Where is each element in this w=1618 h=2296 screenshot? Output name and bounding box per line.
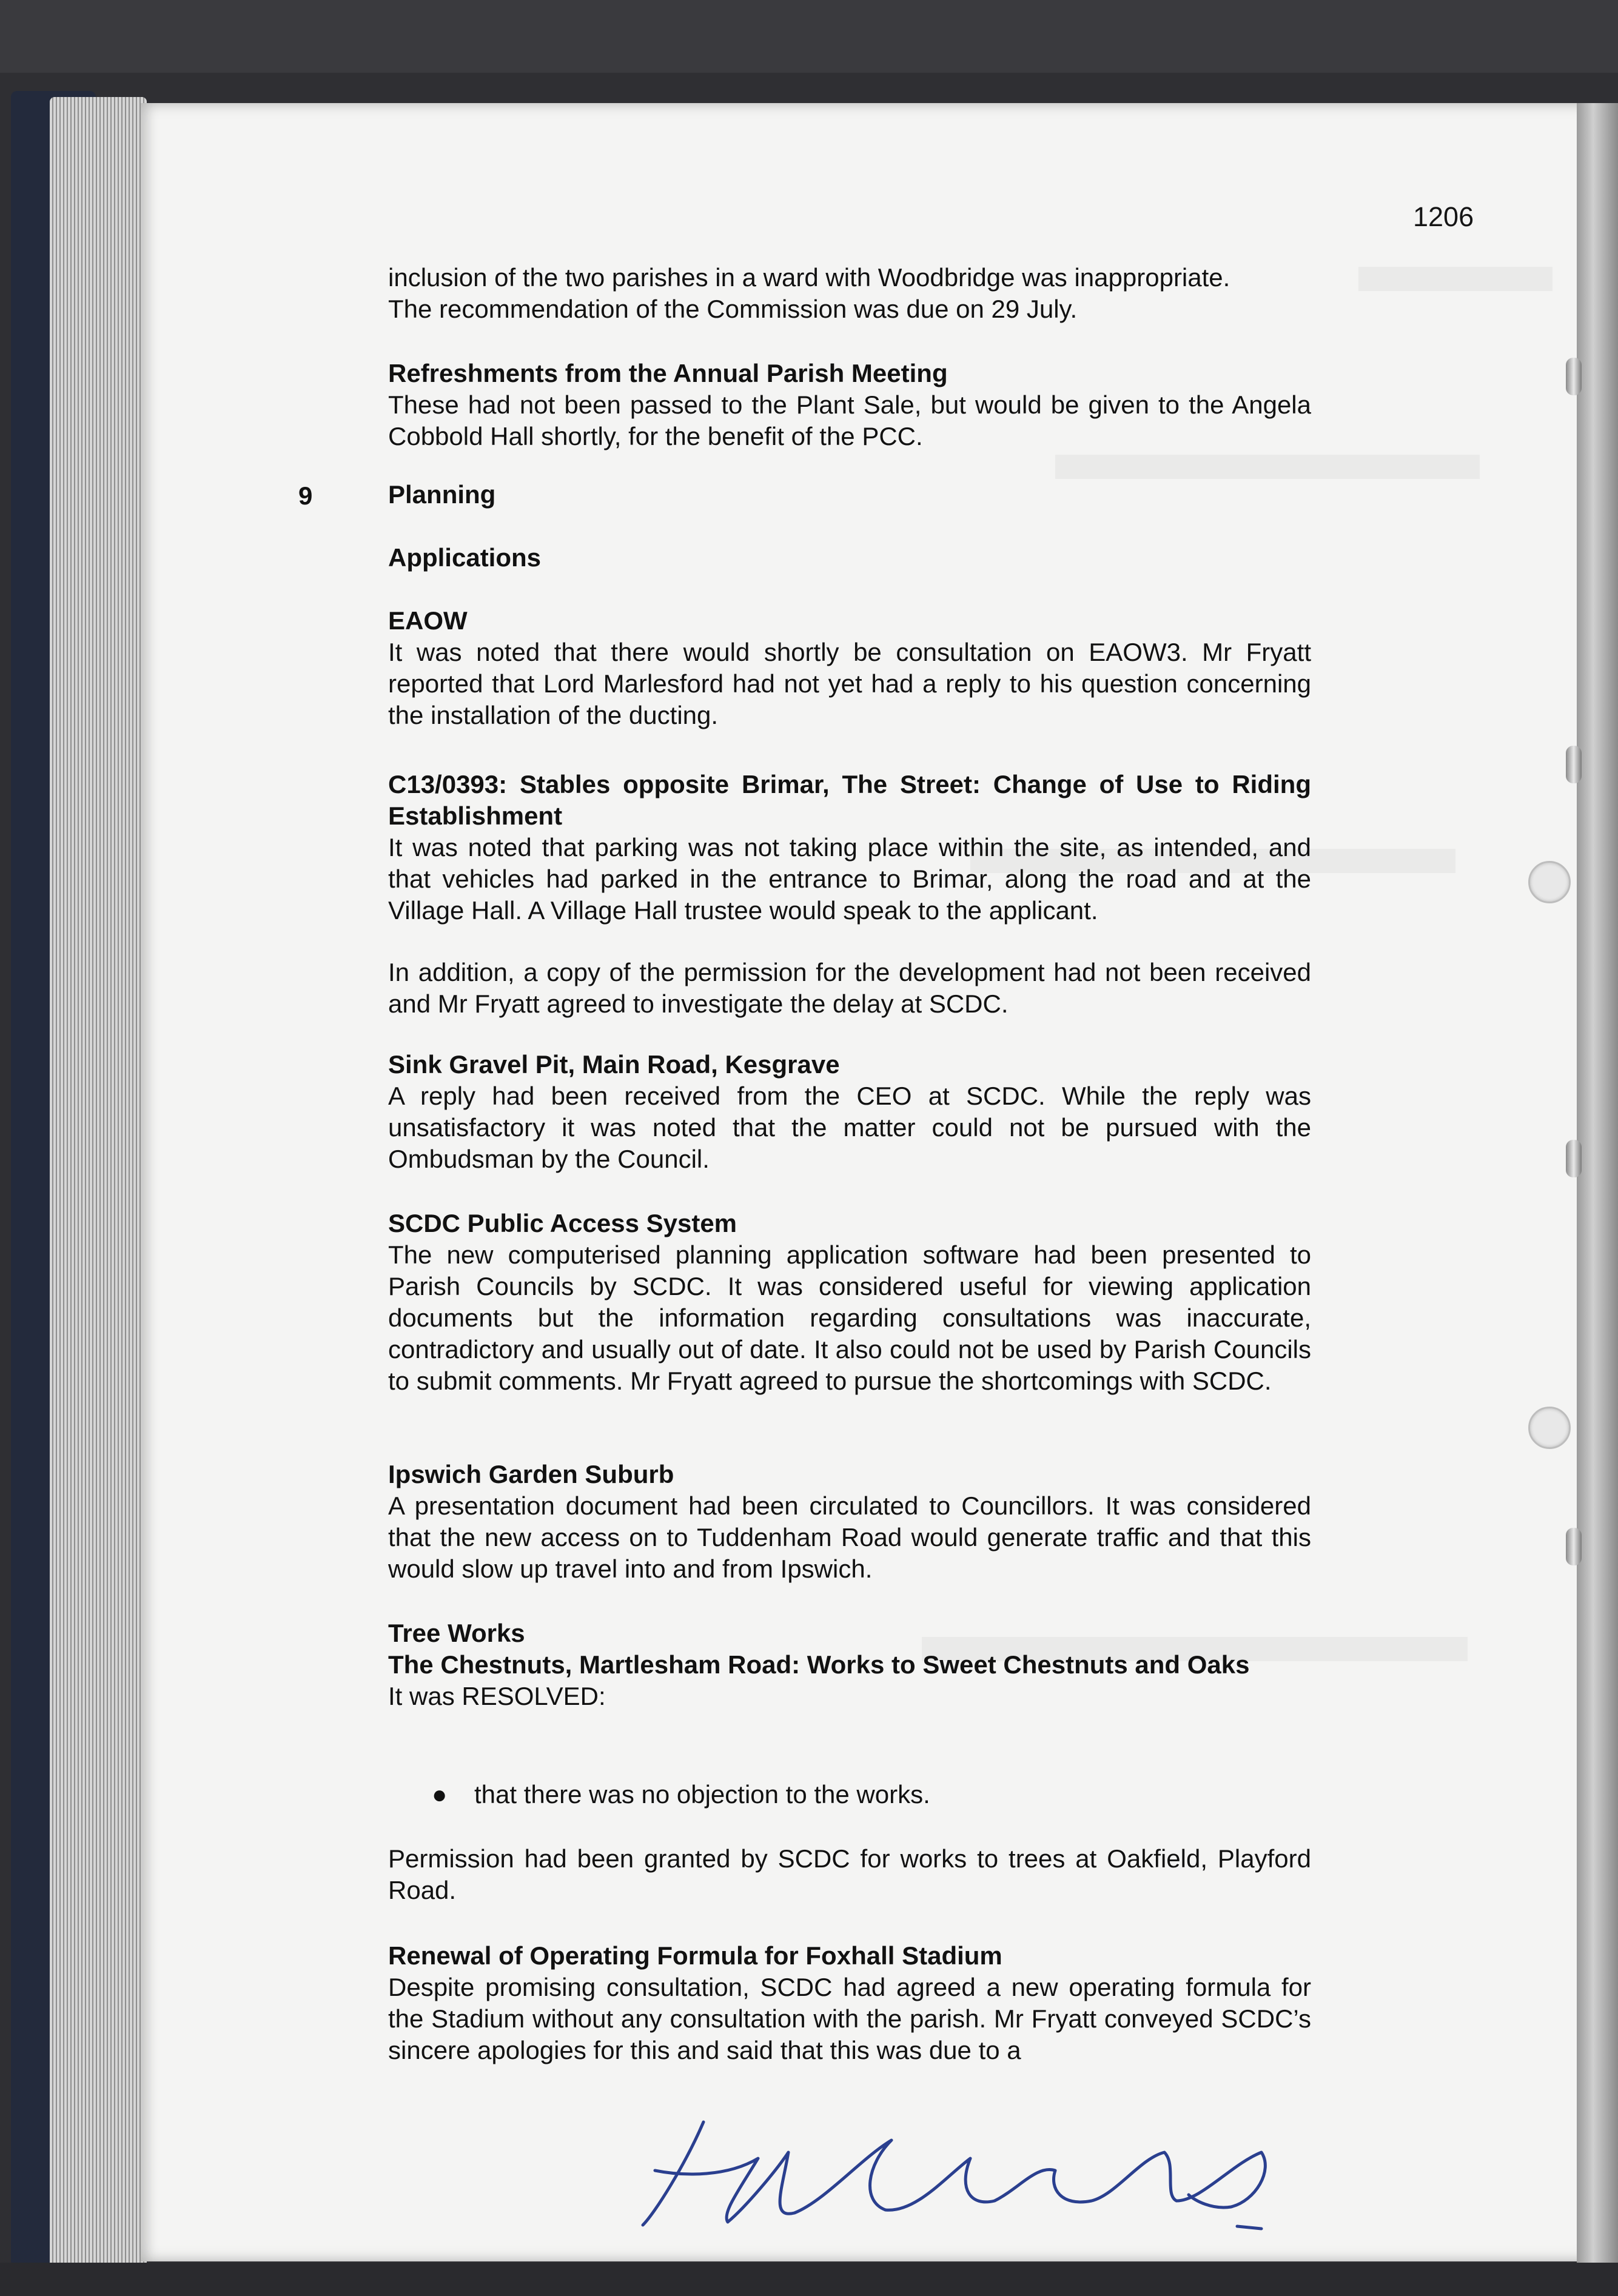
sink-section xyxy=(388,1049,1311,1175)
binder-ring xyxy=(1566,1140,1582,1177)
c13-section xyxy=(388,769,1311,926)
binder-ring xyxy=(1566,1528,1582,1565)
intro-text xyxy=(388,262,1311,325)
c13-body-2: In addition, a copy of the permission for the development had not been received and Mr Fryatt agreed to investigate the delay at SCDC. xyxy=(388,958,1311,1018)
binder-ring xyxy=(1566,746,1582,783)
handwritten-signature xyxy=(631,2086,1286,2243)
section-title: Planning xyxy=(388,480,496,509)
eaow-section xyxy=(388,605,1311,731)
bullet-icon: ● xyxy=(432,1780,448,1809)
c13-heading: C13/0393: Stables opposite Brimar, The Street: Change of Use to Riding Establishment xyxy=(388,770,1311,830)
ipswich-section xyxy=(388,1459,1311,1585)
intro-line: The recommendation of the Commission was due on 29 July. xyxy=(388,295,1078,323)
scdc-body: The new computerised planning application software had been presented to Parish Councils by SCDC. It was considered useful for viewing application documents but the information regarding consultations was inaccurate, contradictory and usually out of date. It also could not be used by Parish Councils to submit comments. Mr Fryatt agreed to pursue the shortcomings with SCDC. xyxy=(388,1240,1311,1395)
sink-body: A reply had been received from the CEO at SCDC. While the reply was unsatisfactory it was noted that the matter could not be pursued with the Ombudsman by the Council. xyxy=(388,1082,1311,1173)
punch-hole xyxy=(1528,861,1571,903)
intro-line: inclusion of the two parishes in a ward with Woodbridge was inappropriate. xyxy=(388,263,1230,292)
tree-subheading: The Chestnuts, Martlesham Road: Works to Sweet Chestnuts and Oaks xyxy=(388,1650,1250,1679)
scdc-heading: SCDC Public Access System xyxy=(388,1209,737,1237)
eaow-body: It was noted that there would shortly be consultation on EAOW3. Mr Fryatt reported that Lord Marlesford had not yet had a reply to his question concerning the installation of the ducting. xyxy=(388,638,1311,729)
tree-resolved: It was RESOLVED: xyxy=(388,1682,606,1710)
foxhall-heading: Renewal of Operating Formula for Foxhall Stadium xyxy=(388,1941,1002,1970)
scdc-section xyxy=(388,1208,1311,1397)
background-bottom xyxy=(0,2263,1618,2296)
c13-body: It was noted that parking was not taking place within the site, as intended, and that vehicles had parked in the entrance to Brimar, along the road and at the Village Hall. A Village Hall trustee would speak to the applicant. xyxy=(388,833,1311,925)
foxhall-section xyxy=(388,1940,1311,2066)
punch-hole xyxy=(1528,1407,1571,1449)
binder-ring xyxy=(1566,358,1582,395)
tree-permission: Permission had been granted by SCDC for works to trees at Oakfield, Playford Road. xyxy=(388,1844,1311,1904)
eaow-heading: EAOW xyxy=(388,606,468,635)
refreshments-section xyxy=(388,358,1311,452)
refreshments-heading: Refreshments from the Annual Parish Meeting xyxy=(388,359,948,387)
page-edges xyxy=(50,97,147,2268)
page-gutter xyxy=(1577,103,1618,2296)
tree-section xyxy=(388,1618,1311,1712)
refreshments-body: These had not been passed to the Plant Sale, but would be given to the Angela Cobbold Hall shortly, for the benefit of the PCC. xyxy=(388,390,1311,450)
applications-heading: Applications xyxy=(388,543,542,572)
foxhall-body: Despite promising consultation, SCDC had agreed a new operating formula for the Stadium without any consultation with the parish. Mr Fryatt conveyed SCDC’s sincere apologies for this and said that this was due to a xyxy=(388,1973,1311,2064)
bullet-text: that there was no objection to the works. xyxy=(474,1780,930,1809)
section-number: 9 xyxy=(298,481,313,510)
sink-heading: Sink Gravel Pit, Main Road, Kesgrave xyxy=(388,1050,840,1079)
background-top xyxy=(0,0,1618,73)
tree-heading: Tree Works xyxy=(388,1619,525,1647)
ipswich-heading: Ipswich Garden Suburb xyxy=(388,1460,674,1488)
ipswich-body: A presentation document had been circulated to Councillors. It was considered that the new access on to Tuddenham Road would generate traffic and that this would slow up travel into and from Ipswich. xyxy=(388,1491,1311,1583)
page-number: 1206 xyxy=(1413,201,1474,232)
